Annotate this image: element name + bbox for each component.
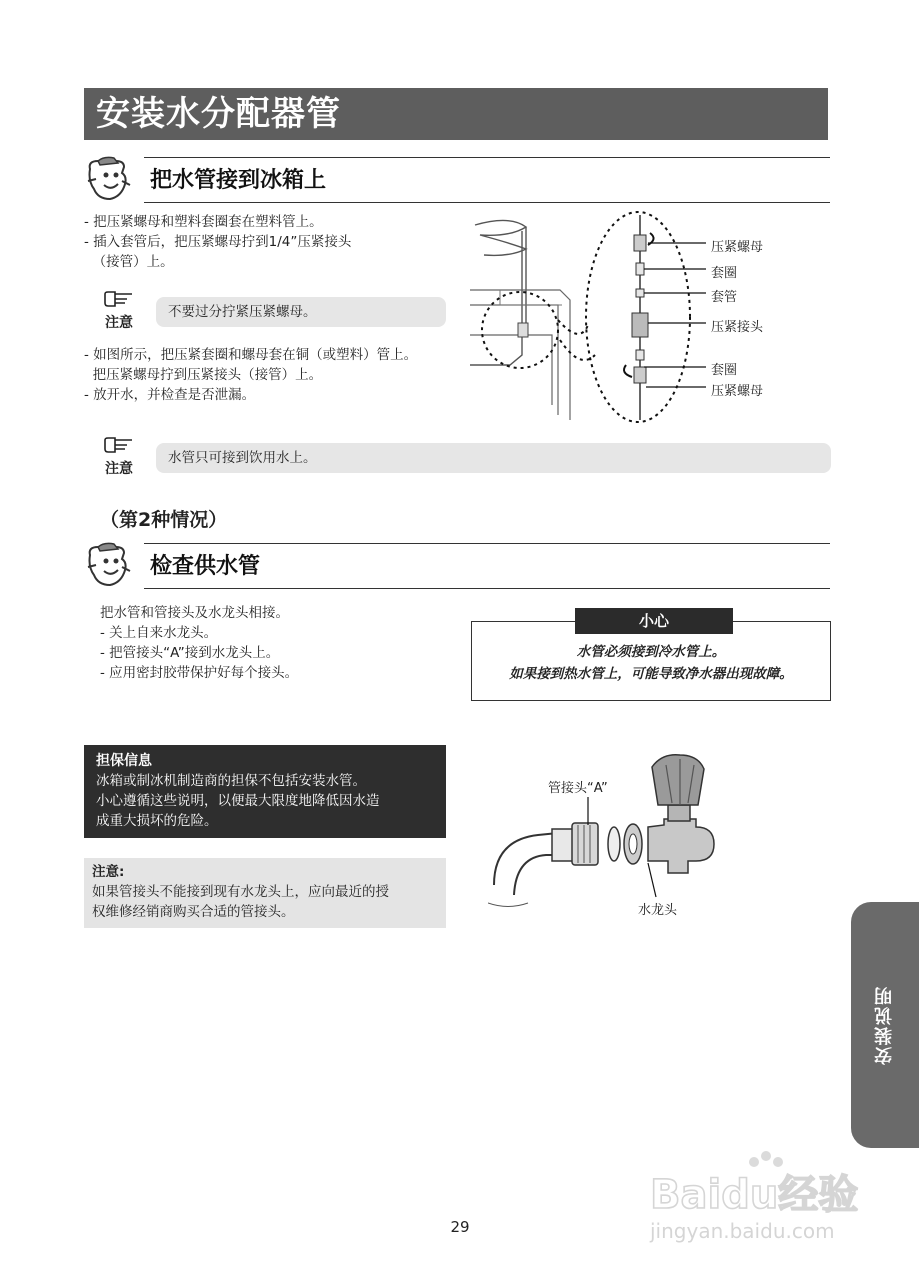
step-line: - 放开水，并检查是否泄漏。 xyxy=(84,387,256,403)
step-line: - 关上自来水龙头。 xyxy=(100,625,218,641)
case-heading: （第2种情况） xyxy=(100,509,228,531)
side-tab-text: 安装说明 xyxy=(874,985,895,1065)
step-line: （接管）上。 xyxy=(84,254,174,270)
step-line: - 把压紧螺母和塑料套圈套在塑料管上。 xyxy=(84,214,323,230)
label-ferrule: 套圈 xyxy=(711,266,738,281)
label-sleeve: 套管 xyxy=(711,290,738,305)
warranty-line: 冰箱或制冰机制造商的担保不包括安装水管。 xyxy=(96,773,366,789)
pointing-hand-icon xyxy=(103,436,135,454)
watermark xyxy=(648,1150,888,1246)
section-heading: 检查供水管 xyxy=(150,554,261,579)
note-mark xyxy=(96,436,142,478)
steps-b xyxy=(84,345,474,405)
label-compression-fitting: 压紧接头 xyxy=(711,320,764,335)
mascot-icon xyxy=(84,155,134,205)
warranty-box xyxy=(84,745,446,838)
caution-text xyxy=(471,641,831,685)
note-mark xyxy=(96,290,142,332)
caution-line: 如果接到热水管上，可能导致净水器出现故障。 xyxy=(509,666,793,682)
note-box: 不要过分拧紧压紧螺母。 xyxy=(156,297,446,327)
label-compression-nut: 压紧螺母 xyxy=(711,240,764,255)
warranty-line: 成重大损坏的危险。 xyxy=(96,813,218,829)
page-title: 安装水分配器管 xyxy=(84,88,828,140)
steps-a xyxy=(84,212,454,272)
notice-line: 权维修经销商购买合适的管接头。 xyxy=(92,904,295,920)
label-connector-a: 管接头“A” xyxy=(548,781,608,796)
caution-line: 水管必须接到冷水管上。 xyxy=(576,644,726,660)
step-line: 把水管和管接头及水龙头相接。 xyxy=(100,605,289,621)
pointing-hand-icon xyxy=(103,290,135,308)
notice-line: 如果管接头不能接到现有水龙头上，应向最近的授 xyxy=(92,884,389,900)
note-box: 水管只可接到饮用水上。 xyxy=(156,443,831,473)
note-label: 注意 xyxy=(105,461,133,477)
section-header-check xyxy=(84,543,830,589)
mascot-icon xyxy=(84,541,134,591)
step-line: - 插入套管后，把压紧螺母拧到1/4”压紧接头 xyxy=(84,234,352,250)
notice-box xyxy=(84,858,446,928)
label-faucet: 水龙头 xyxy=(638,903,678,918)
section-header-connect xyxy=(84,157,830,203)
notice-title: 注意: xyxy=(92,864,125,880)
caution-title: 小心 xyxy=(575,608,733,634)
warranty-line: 小心遵循这些说明，以便最大限度地降低因水造 xyxy=(96,793,380,809)
warranty-title: 担保信息 xyxy=(96,753,152,769)
page-number: 29 xyxy=(450,1218,470,1236)
step-line: - 应用密封胶带保护好每个接头。 xyxy=(100,665,299,681)
step-line: - 如图所示，把压紧套圈和螺母套在铜（或塑料）管上。 xyxy=(84,347,418,363)
step-line: 把压紧螺母拧到压紧接头（接管）上。 xyxy=(84,367,323,383)
note-label: 注意 xyxy=(105,315,133,331)
watermark-logo xyxy=(648,1150,888,1246)
watermark-url: jingyan.baidu.com xyxy=(650,1219,835,1243)
side-tab-label xyxy=(851,902,919,1148)
section-heading: 把水管接到冰箱上 xyxy=(150,168,327,193)
steps-check xyxy=(100,603,460,683)
label-compression-nut: 压紧螺母 xyxy=(711,384,764,399)
faucet-diagram xyxy=(488,745,723,915)
step-line: - 把管接头“A”接到水龙头上。 xyxy=(100,645,280,661)
watermark-brand: Baidu经验 xyxy=(650,1172,859,1218)
label-ferrule: 套圈 xyxy=(711,363,738,378)
